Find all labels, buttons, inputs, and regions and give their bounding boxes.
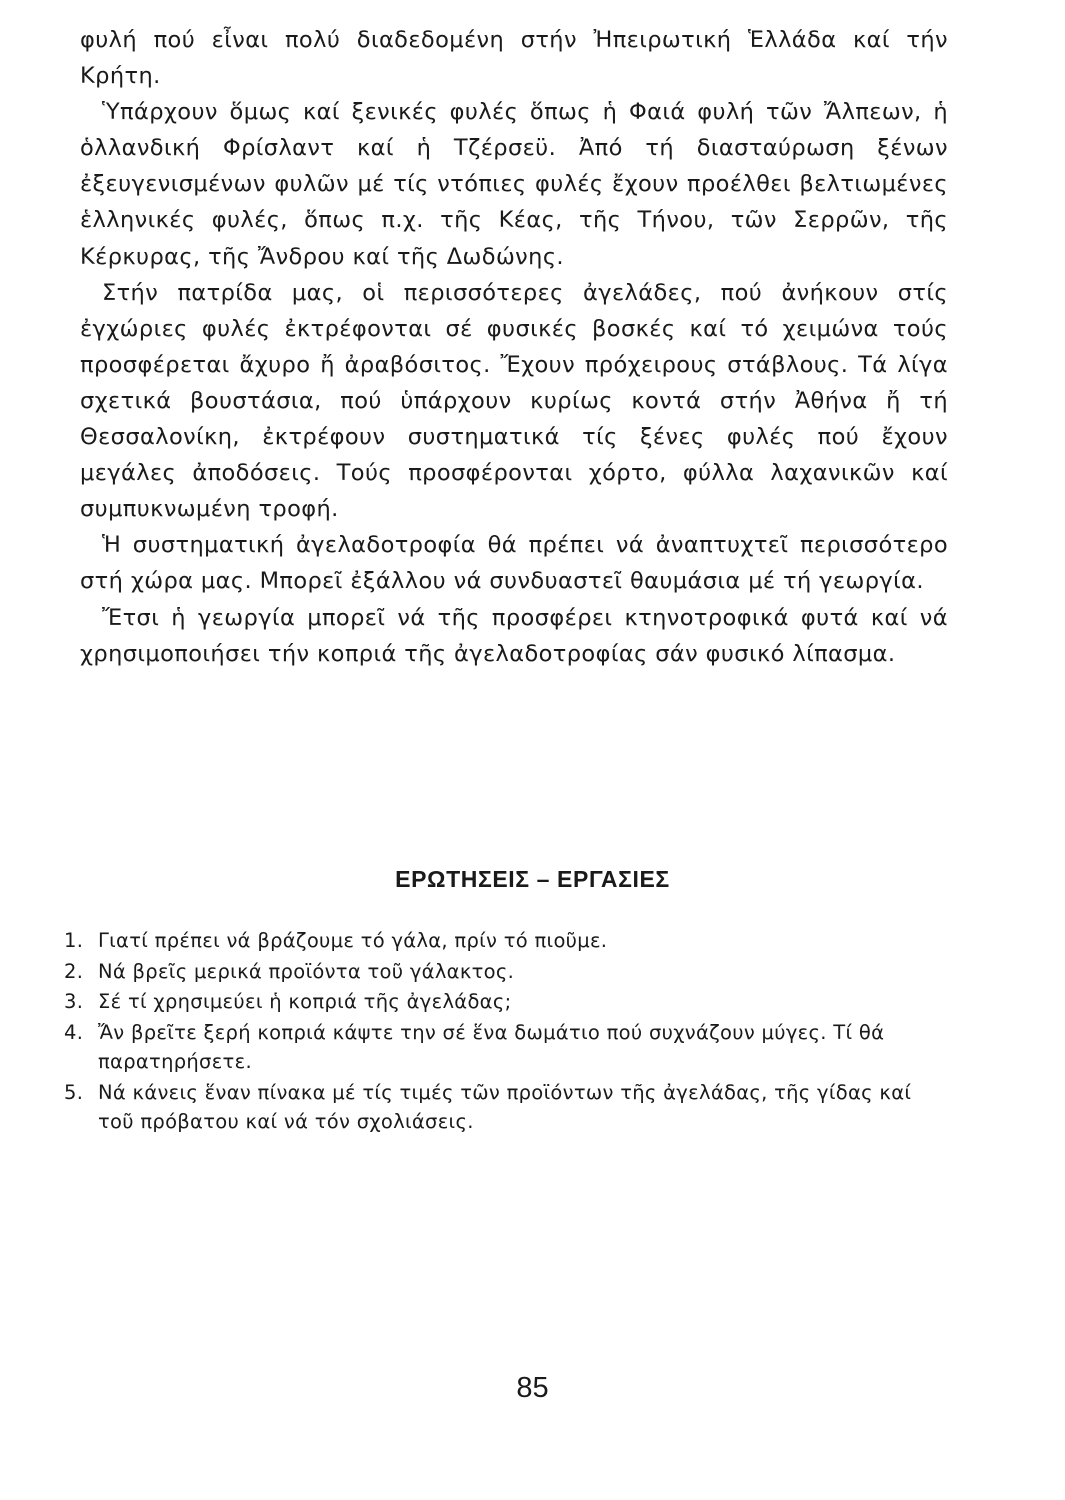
question-number: 2. (64, 959, 84, 983)
list-item (64, 987, 926, 1017)
paragraph-continuation: φυλή πού εἶναι πολύ διαδεδομένη στήν Ἠπειρωτική Ἑλλάδα καί τήν Κρήτη. (80, 27, 948, 90)
questions-heading: ΕΡΩΤΗΣΕΙΣ – ΕΡΓΑΣΙΕΣ (395, 866, 670, 892)
list-item (64, 926, 926, 956)
paragraph-agriculture: Ἔτσι ἡ γεωργία μπορεῖ νά τῆς προσφέρει κτηνοτροφικά φυτά καί νά χρησιμοποιήσει τήν κοπριά τῆς ἀγελαδοτροφίας σάν φυσικό λίπασμα. (80, 604, 948, 667)
list-item (64, 957, 926, 987)
question-text: Γιατί πρέπει νά βράζουμε τό γάλα, πρίν τό πιοῦμε. (98, 929, 608, 952)
question-number: 1. (64, 929, 84, 952)
list-item (64, 1078, 926, 1137)
body-text (80, 22, 948, 672)
paragraph-systematic-cattle: Ἡ συστηματική ἀγελαδοτροφία θά πρέπει νά ἀναπτυχτεῖ περισσότερο στή χώρα μας. Μπορεῖ ἐξάλλου νά συνδυαστεῖ θαυμάσια μέ τή γεωργία. (80, 532, 948, 595)
question-text: Σέ τί χρησιμεύει ἡ κοπριά τῆς ἀγελάδας; (98, 990, 512, 1013)
question-number: 4. (64, 1020, 84, 1044)
question-text: Νά κάνεις ἕναν πίνακα μέ τίς τιμές τῶν προϊόντων τῆς ἀγελάδας, τῆς γίδας καί τοῦ πρόβατου καί νά τόν σχολιάσεις. (98, 1080, 912, 1133)
paragraph-foreign-breeds: Ὑπάρχουν ὅμως καί ξενικές φυλές ὅπως ἡ Φαιά φυλή τῶν Ἄλπεων, ἡ ὁλλανδική Φρίσλαντ καί ἡ Τζέρσεϋ. Ἀπό τή διασταύρωση ξένων ἐξευγενισμένων φυλῶν μέ τίς ντόπιες φυλές ἔχουν προέλθει βελτιωμένες ἑλληνικές φυλές, ὅπως π.χ. τῆς Κέας, τῆς Τήνου, τῶν Σερρῶν, τῆς Κέρκυρας, τῆς Ἄνδρου καί τῆς Δωδώνης. (80, 99, 948, 270)
paragraph-local-breeding: Στήν πατρίδα μας, οἱ περισσότερες ἀγελάδες, πού ἀνήκουν στίς ἐγχώριες φυλές ἐκτρέφονται σέ φυσικές βοσκές καί τό χειμώνα τούς προσφέρεται ἄχυρο ἤ ἀραβόσιτος. Ἔχουν πρόχειρους στάβλους. Τά λίγα σχετικά βουστάσια, πού ὑπάρχουν κυρίως κοντά στήν Ἀθήνα ἤ τή Θεσσαλονίκη, ἐκτρέφουν συστηματικά τίς ξένες φυλές πού ἔχουν μεγάλες ἀποδόσεις. Τούς προσφέρονται χόρτο, φύλλα λαχανικῶν καί συμπυκνωμένη τροφή. (80, 279, 948, 523)
page-number: 85 (516, 1372, 549, 1404)
question-number: 5. (64, 1080, 84, 1104)
question-text: Ἄν βρεῖτε ξερή κοπριά κάψτε την σέ ἕνα δωμάτιο πού συχνάζουν μύγες. Τί θά παρατηρήσετε. (98, 1020, 885, 1073)
question-number: 3. (64, 990, 84, 1013)
list-item (64, 1018, 926, 1077)
question-text: Νά βρεῖς μερικά προϊόντα τοῦ γάλακτος. (98, 959, 515, 983)
questions-list (64, 926, 926, 1138)
